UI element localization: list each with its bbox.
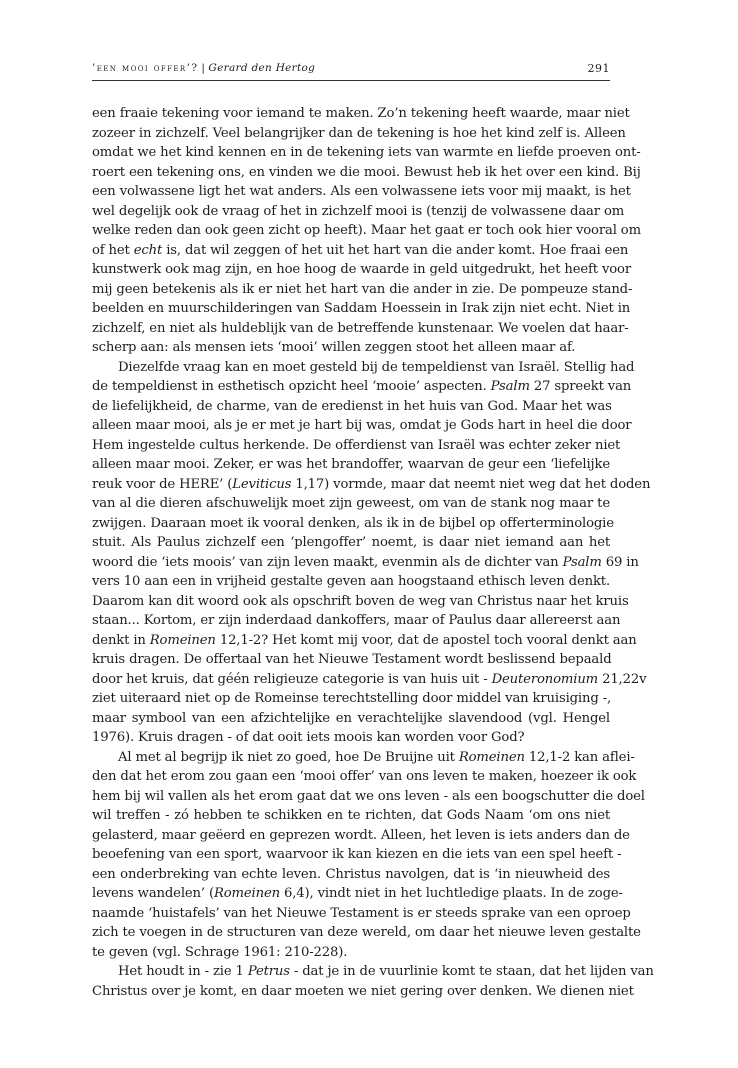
- text-run: 21,22v: [598, 671, 647, 687]
- text-line: [92, 260, 632, 280]
- text-run: alleen maar mooi, als je er met je hart bij was, omdat je Gods hart in heel die door: [92, 418, 632, 433]
- text-line: [92, 377, 632, 397]
- italic-reference: Psalm: [490, 379, 530, 394]
- text-line: [92, 631, 637, 651]
- text-run: Daarom kan dit woord ook als opschrift boven de weg van Christus naar het kruis: [92, 593, 629, 609]
- text-run: Het houdt in - zie 1: [118, 964, 248, 979]
- text-run: wel degelijk ook de vraag of het in zichzelf mooi is (tenzij de volwassene daar om: [92, 203, 625, 219]
- paragraph: [92, 962, 654, 1001]
- text-run: wil treffen - zó hebben te schikken en te richten, dat Gods Naam ‘om ons niet: [92, 808, 610, 823]
- text-line: [92, 514, 614, 534]
- text-run: - dat je in de vuurlinie komt te staan, dat het lijden van: [289, 964, 654, 979]
- text-line: [92, 650, 610, 670]
- text-run: kunstwerk ook mag zijn, en hoe hoog de waarde in geld uitgedrukt, het heeft voor: [92, 262, 632, 277]
- italic-reference: Psalm: [562, 554, 602, 570]
- text-run: roert een tekening ons, en vinden we die mooi. Bewust heb ik het over een kind. Bij: [92, 164, 641, 180]
- text-run: 1,17) vormde, maar dat neemt niet weg dat het doden: [291, 476, 651, 492]
- author-name: Gerard den Hertog: [208, 62, 316, 74]
- text-run: van al die dieren afschuwelijk moet zijn geweest, om van de stank nog maar te: [92, 496, 610, 511]
- text-run: welke reden dan ook geen zicht op heeft). Maar het gaat er toch ook hier vooral om: [92, 223, 641, 238]
- text-run: Diezelfde vraag kan en moet gesteld bij de tempeldienst van Israël. Stellig had: [118, 359, 635, 375]
- text-run: 6,4), vindt niet in het luchtledige plaats. In de zoge-: [279, 886, 623, 901]
- text-run: 27 spreekt van: [529, 379, 632, 394]
- text-line: [92, 143, 641, 163]
- page-number: 291: [587, 62, 610, 75]
- text-run: omdat we het kind kennen en in de tekening iets van warmte en liefde proeven ont-: [92, 145, 641, 160]
- body-text: [92, 104, 654, 1001]
- text-line: [92, 923, 641, 943]
- text-run: ziet uiteraard niet op de Romeinse terechtstelling door middel van kruisiging -,: [92, 691, 612, 706]
- text-line: [92, 494, 610, 514]
- text-run: een volwassene ligt het wat anders. Als een volwassene iets voor mij maakt, is het: [92, 184, 631, 199]
- italic-reference: Romeinen: [149, 632, 216, 648]
- text-line: [92, 709, 610, 729]
- text-line: [92, 416, 632, 436]
- italic-reference: Petrus: [247, 964, 290, 979]
- text-run: Christus over je komt, en daar moeten we niet gering over denken. We dienen niet: [92, 983, 634, 999]
- text-run: door het kruis, dat géén religieuze categorie is van huis uit -: [92, 671, 492, 687]
- text-run: zwijgen. Daaraan moet ik vooral denken, als ik in de bijbel op offerterminologie: [92, 515, 614, 531]
- text-run: kruis dragen. De offertaal van het Nieuwe Testament wordt beslissend bepaald: [92, 652, 612, 667]
- text-line: [92, 592, 629, 612]
- text-line: [92, 241, 629, 261]
- paragraph: [92, 358, 651, 748]
- text-line: [92, 865, 610, 885]
- text-run: Al met al begrijp ik niet zo goed, hoe De Bruijne uit: [118, 749, 459, 765]
- text-line: [92, 124, 626, 144]
- text-line: [92, 748, 635, 768]
- text-line: [92, 104, 630, 124]
- text-run: te geven (vgl. Schrage 1961: 210-228).: [92, 944, 348, 960]
- text-line: [92, 202, 625, 222]
- text-line: [92, 943, 610, 963]
- text-line: [92, 280, 633, 300]
- text-run: 69 in: [601, 554, 639, 570]
- italic-reference: Romeinen: [213, 886, 280, 901]
- text-line: [92, 553, 639, 573]
- text-line: [92, 436, 621, 456]
- text-run: reuk voor de HERE’ (: [92, 476, 233, 492]
- text-line: [92, 982, 634, 1002]
- text-line: [92, 767, 637, 787]
- text-run: naamde ‘huistafels’ van het Nieuwe Testament is er steeds sprake van een oproep: [92, 905, 631, 921]
- italic-reference: echt: [133, 242, 163, 258]
- text-run: de tempeldienst in esthetisch opzicht heel ‘mooie’ aspecten.: [92, 379, 491, 394]
- header-rule: [92, 80, 610, 81]
- text-run: hem bij wil vallen als het erom gaat dat we ons leven - als een boogschutter die doel: [92, 788, 645, 804]
- text-line: [92, 806, 610, 826]
- text-run: stuit. Als Paulus zichzelf een ‘plengoffer’ noemt, is daar niet iemand aan het: [92, 535, 610, 550]
- running-header-left: [92, 62, 315, 74]
- italic-reference: Leviticus: [232, 476, 292, 492]
- running-header: [92, 62, 610, 78]
- text-run: gelasterd, maar geëerd en geprezen wordt. Alleen, het leven is iets anders dan de: [92, 827, 630, 843]
- text-run: beoefening van een sport, waarvoor ik kan kiezen en die iets van een spel heeft -: [92, 847, 622, 862]
- text-line: [92, 182, 631, 202]
- text-line: [92, 455, 610, 475]
- text-run: zichzelf, en niet als huldeblijk van de betreffende kunstenaar. We voelen dat haar-: [92, 320, 629, 336]
- text-run: een fraaie tekening voor iemand te maken. Zo’n tekening heeft waarde, maar niet: [92, 106, 630, 121]
- text-run: woord die ‘iets moois’ van zijn leven maakt, evenmin als de dichter van: [92, 554, 563, 570]
- text-line: [92, 299, 631, 319]
- text-run: den dat het erom zou gaan een ‘mooi offer’ van ons leven te maken, hoezeer ik ook: [92, 769, 637, 784]
- chapter-title: ’een mooi offer’?: [92, 62, 199, 74]
- text-run: Hem ingestelde cultus herkende. De offerdienst van Israël was echter zeker niet: [92, 437, 621, 453]
- text-line: [92, 689, 610, 709]
- italic-reference: Romeinen: [458, 749, 525, 765]
- text-run: is, dat wil zeggen of het uit het hart van die ander komt. Hoe fraai een: [162, 242, 629, 258]
- header-separator: |: [201, 62, 206, 74]
- text-line: [92, 670, 647, 690]
- text-run: staan... Kortom, er zijn inderdaad dankoffers, maar of Paulus daar allereerst aan: [92, 613, 621, 628]
- text-line: [92, 475, 651, 495]
- text-run: levens wandelen’ (: [92, 886, 214, 901]
- text-run: zich te voegen in de structuren van deze wereld, om daar het nieuwe leven gestalte: [92, 925, 641, 940]
- text-line: [92, 611, 621, 631]
- text-line: [92, 572, 610, 592]
- text-run: 1976). Kruis dragen - of dat ooit iets moois kan worden voor God?: [92, 730, 525, 745]
- text-line: [92, 338, 610, 358]
- text-run: een onderbreking van echte leven. Christus navolgen, dat is ‘in nieuwheid des: [92, 866, 610, 882]
- text-line: [92, 826, 630, 846]
- text-line: [92, 728, 610, 748]
- text-line: [92, 884, 623, 904]
- paragraph: [92, 748, 645, 963]
- paragraph: [92, 104, 641, 358]
- text-line: [92, 221, 641, 241]
- text-run: alleen maar mooi. Zeker, er was het brandoffer, waarvan de geur een ‘liefelijke: [92, 457, 610, 472]
- text-run: maar symbool van een afzichtelijke en verachtelijke slavendood (vgl. Hengel: [92, 710, 610, 726]
- text-run: vers 10 aan een in vrijheid gestalte geven aan hoogstaand ethisch leven denkt.: [92, 574, 610, 589]
- text-run: mij geen betekenis als ik er niet het hart van die ander in zie. De pompeuze stand-: [92, 281, 633, 297]
- text-run: scherp aan: als mensen iets ‘mooi’ willen zeggen stoot het alleen maar af.: [92, 340, 576, 355]
- italic-reference: Deuteronomium: [491, 671, 599, 687]
- text-line: [92, 845, 622, 865]
- text-run: 12,1-2? Het komt mij voor, dat de apostel toch vooral denkt aan: [215, 632, 637, 648]
- text-line: [92, 787, 645, 807]
- text-line: [92, 319, 629, 339]
- text-line: [92, 533, 610, 553]
- text-run: de liefelijkheid, de charme, van de eredienst in het huis van God. Maar het was: [92, 398, 612, 414]
- text-line: [92, 163, 641, 183]
- text-line: [92, 397, 610, 417]
- text-run: beelden en muurschilderingen van Saddam Hoessein in Irak zijn niet echt. Niet in: [92, 301, 631, 316]
- text-run: denkt in: [92, 632, 150, 648]
- text-run: of het: [92, 242, 134, 258]
- text-line: [92, 962, 654, 982]
- text-line: [92, 904, 631, 924]
- text-line: [92, 358, 635, 378]
- text-run: zozeer in zichzelf. Veel belangrijker dan de tekening is hoe het kind zelf is. Alleen: [92, 125, 626, 141]
- text-run: 12,1-2 kan aflei-: [524, 749, 635, 765]
